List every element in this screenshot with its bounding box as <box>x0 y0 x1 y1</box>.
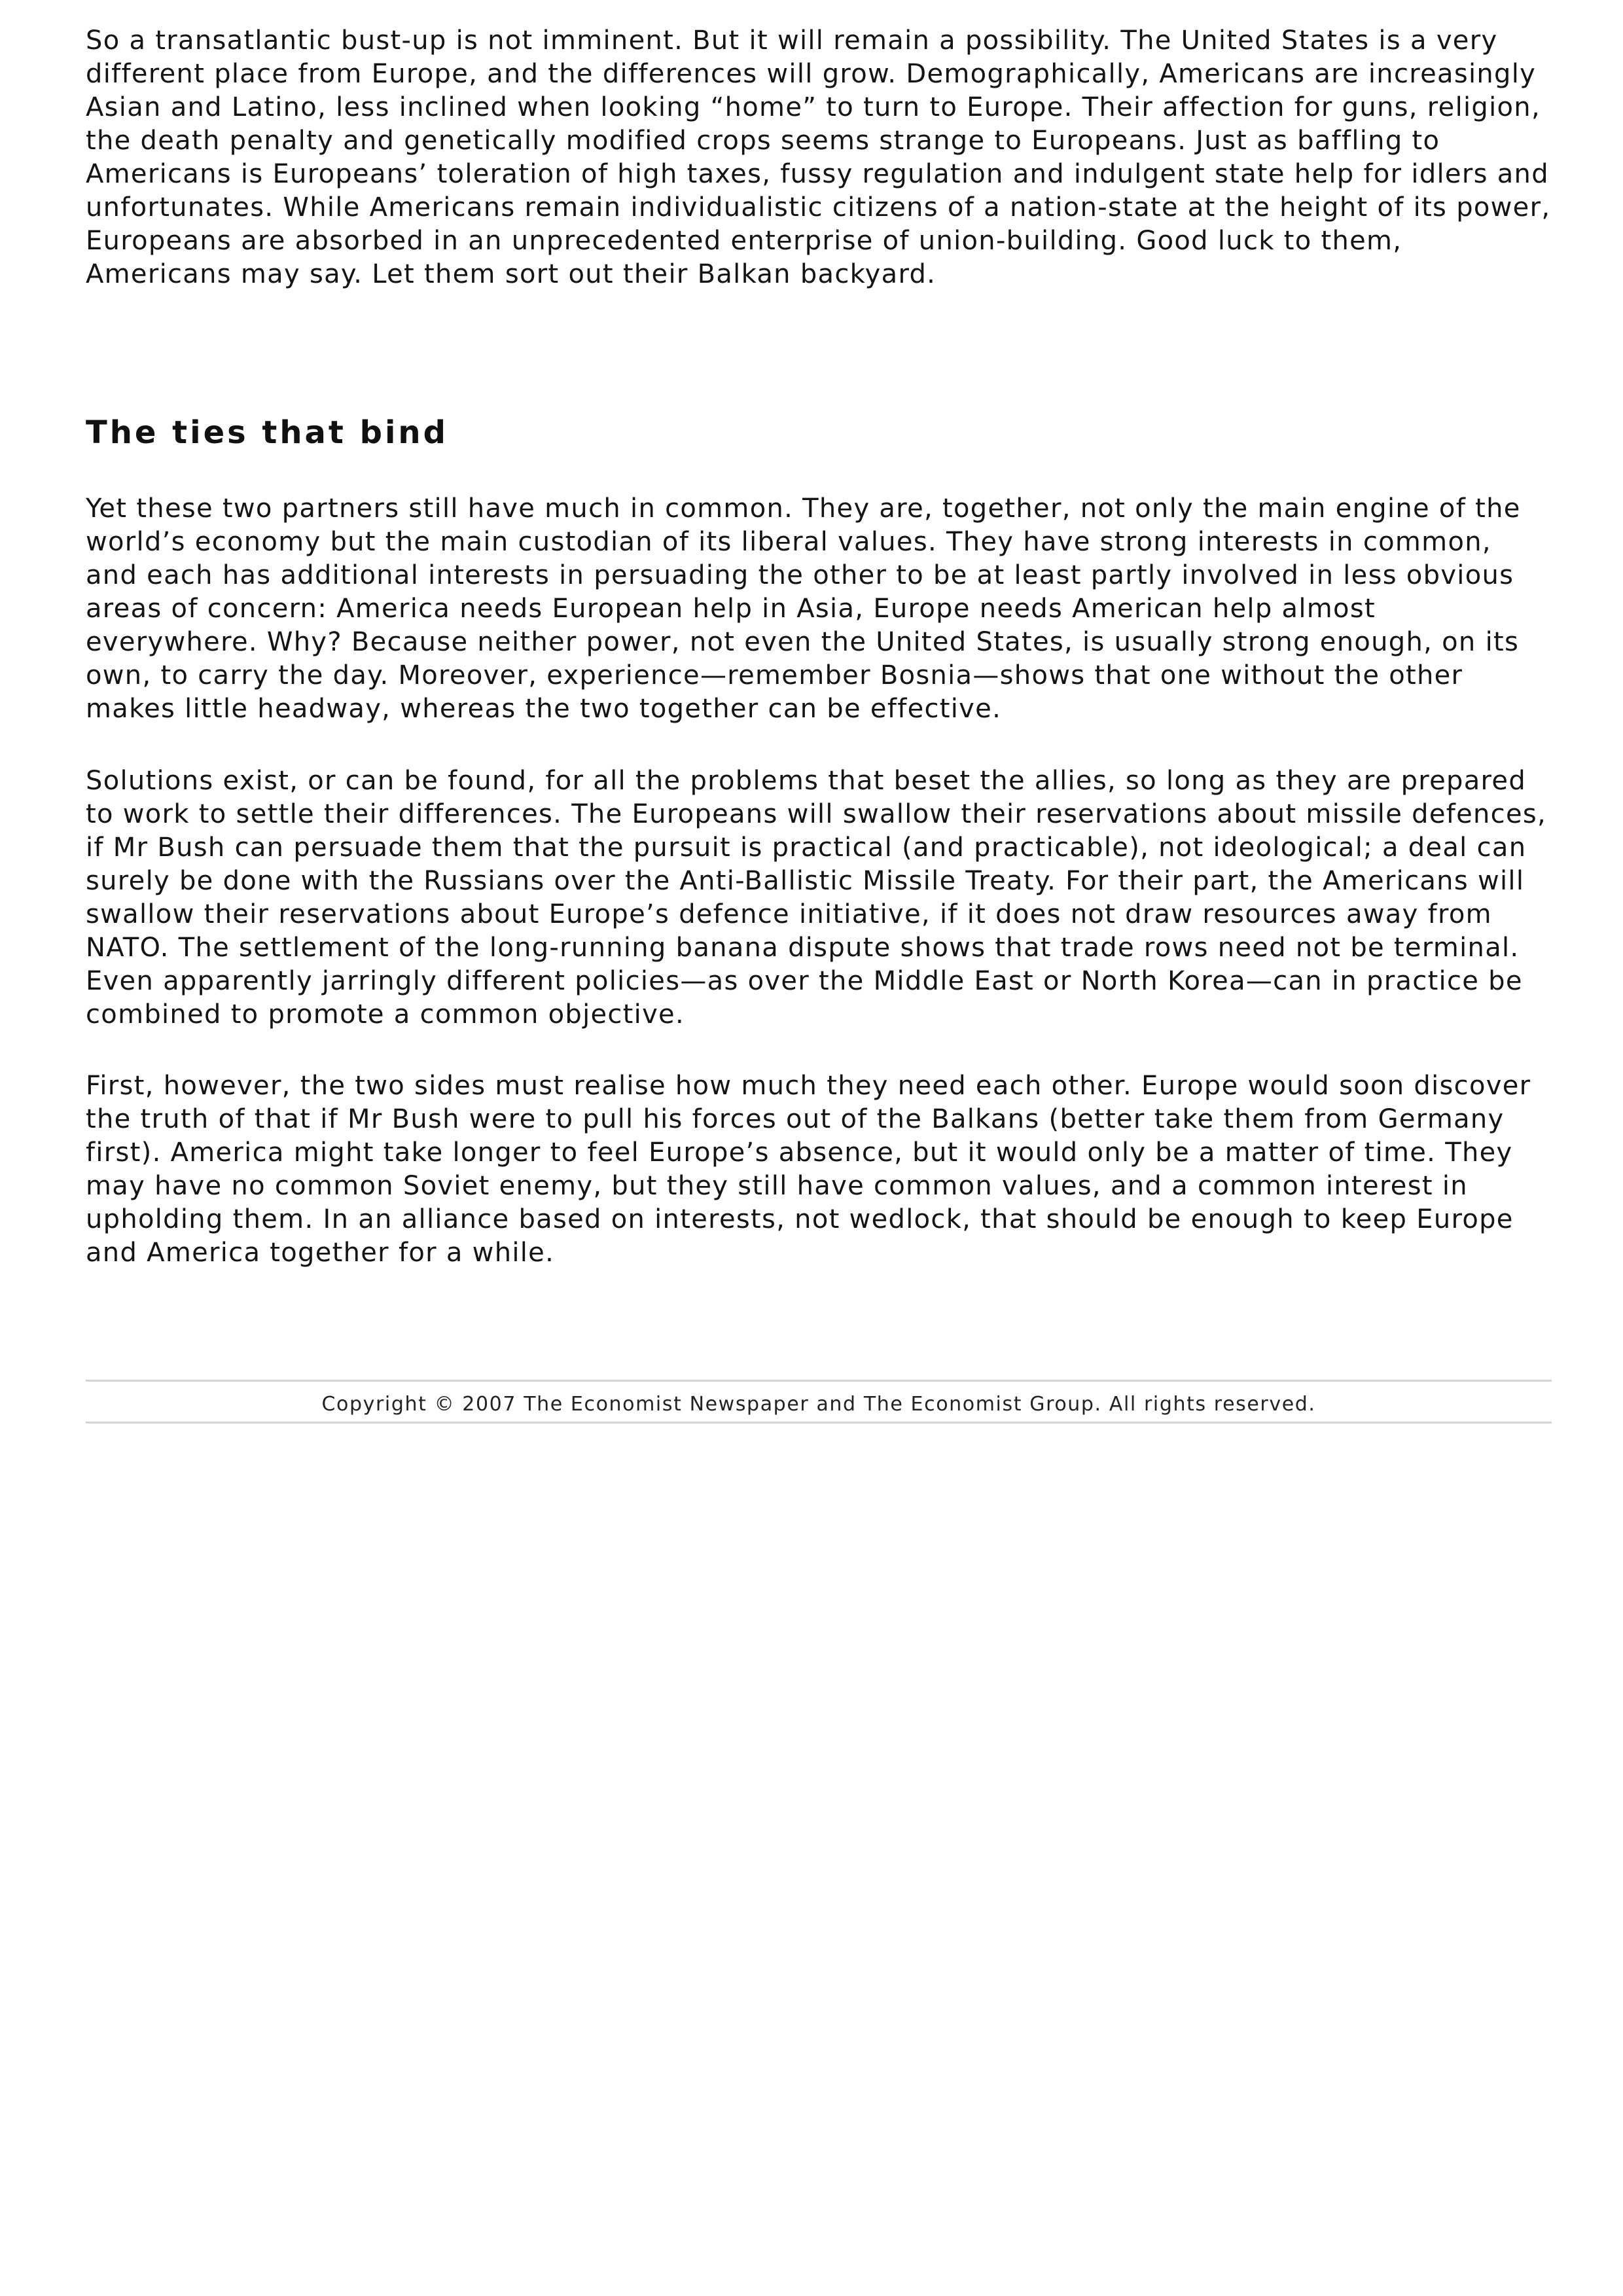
article-paragraph: Yet these two partners still have much in common. They are, together, not only the main engine of the world’s economy but the main custodian of its liberal values. They have strong interests in common, and each has additional interests in persuading the other to be at least partly involved in less obvious areas of concern: America needs European help in Asia, Europe needs American help almost everywhere. Why? Because neither power, not even the United States, is usually strong enough, on its own, to carry the day. Moreover, experience—remember Bosnia—shows that one without the other makes little headway, whereas the two together can be effective. <box>86 493 1521 724</box>
footer-divider-bottom <box>86 1422 1552 1424</box>
section-heading: The ties that bind <box>86 414 448 451</box>
copyright-notice: Copyright © 2007 The Economist Newspaper and The Economist Group. All rights reserved. <box>321 1393 1316 1416</box>
article-paragraph: So a transatlantic bust-up is not imminent. But it will remain a possibility. The United States is a very different place from Europe, and the differences will grow. Demographically, Americans are increasingly Asian and Latino, less inclined when looking “home” to turn to Europe. Their affection for guns, religion, the death penalty and genetically modified crops seems strange to Europeans. Just as baffling to Americans is Europeans’ toleration of high taxes, fussy regulation and indulgent state help for idlers and unfortunates. While Americans remain individualistic citizens of a nation-state at the height of its power, Europeans are absorbed in an unprecedented enterprise of union-building. Good luck to them, Americans may say. Let them sort out their Balkan backyard. <box>86 26 1551 289</box>
article-paragraph: Solutions exist, or can be found, for all the problems that beset the allies, so long as they are prepared to work to settle their differences. The Europeans will swallow their reservations about missile defences, if Mr Bush can persuade them that the pursuit is practical (and practicable), not ideological; a deal can surely be done with the Russians over the Anti-Ballistic Missile Treaty. For their part, the Americans will swallow their reservations about Europe’s defence initiative, if it does not draw resources away from NATO. The settlement of the long-running banana dispute shows that trade rows need not be terminal. Even apparently jarringly different policies—as over the Middle East or North Korea—can in practice be combined to promote a common objective. <box>86 766 1547 1030</box>
article-paragraph: First, however, the two sides must realise how much they need each other. Europe would soon discover the truth of that if Mr Bush were to pull his forces out of the Balkans (better take them from Germany first). America might take longer to feel Europe’s absence, but it would only be a matter of time. They may have no common Soviet enemy, but they still have common values, and a common interest in upholding them. In an alliance based on interests, not wedlock, that should be enough to keep Europe and America together for a while. <box>86 1071 1531 1268</box>
footer-divider-top <box>86 1380 1552 1382</box>
